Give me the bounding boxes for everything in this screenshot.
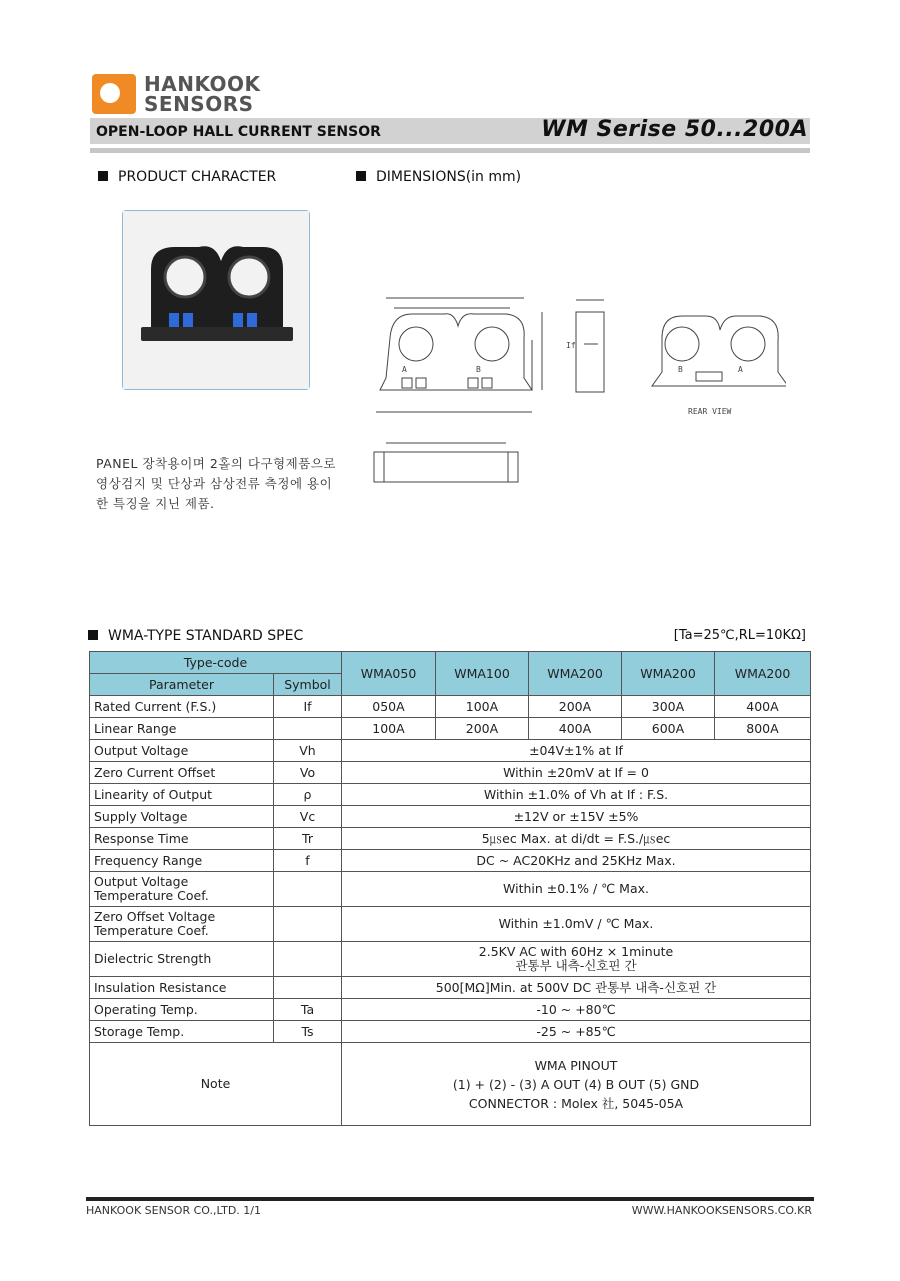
value-cell: 200A: [436, 718, 529, 740]
value-cell: 100A: [436, 696, 529, 718]
symbol-cell: [274, 907, 342, 942]
param-cell: [90, 872, 274, 907]
dimensions-heading-text: DIMENSIONS(in mm): [376, 169, 522, 185]
footer-website: WWW.HANKOOKSENSORS.CO.KR: [631, 1204, 812, 1217]
model-header: WMA200: [715, 652, 811, 696]
param-cell: Output Voltage: [90, 740, 274, 762]
footer-company: HANKOOK SENSOR CO.,LTD. 1/1: [86, 1204, 261, 1217]
drawing-label-b: B: [476, 365, 481, 374]
spec-heading-text: WMA-TYPE STANDARD SPEC: [108, 628, 304, 644]
value-cell: ±12V or ±15V ±5%: [342, 806, 811, 828]
value-cell: 400A: [529, 718, 622, 740]
symbol-cell: [274, 718, 342, 740]
value-cell: 600A: [622, 718, 715, 740]
title-underline: [90, 148, 810, 153]
spec-heading: [88, 628, 303, 644]
table-row: [90, 806, 811, 828]
note-row: [90, 1043, 811, 1126]
model-header: WMA100: [436, 652, 529, 696]
logo-text-line2: SENSORS: [144, 92, 254, 116]
value-cell: 100A: [342, 718, 436, 740]
table-row: [90, 1021, 811, 1043]
logo-text-line1: HANKOOK: [144, 72, 261, 96]
product-photo: [122, 210, 310, 390]
table-row: [90, 999, 811, 1021]
dimensions-heading: [356, 169, 521, 185]
spec-condition: [Ta=25℃,RL=10KΩ]: [673, 628, 806, 643]
symbol-cell: If: [274, 696, 342, 718]
note-line: (1) + (2) - (3) A OUT (4) B OUT (5) GND: [452, 1076, 700, 1092]
spec-table: [89, 651, 811, 1126]
drawing-label-a: A: [402, 365, 407, 374]
product-character-heading-text: PRODUCT CHARACTER: [118, 169, 277, 185]
product-photo-image: [123, 211, 309, 389]
symbol-cell: f: [274, 850, 342, 872]
value-cell: 200A: [529, 696, 622, 718]
note-line: WMA PINOUT: [534, 1057, 618, 1073]
table-header-row: [90, 652, 811, 674]
value-cell: Within ±20mV at If = 0: [342, 762, 811, 784]
table-row: [90, 942, 811, 977]
symbol-cell: Ts: [274, 1021, 342, 1043]
table-row: [90, 762, 811, 784]
table-row: [90, 977, 811, 999]
value-cell: 050A: [342, 696, 436, 718]
type-code-header: Type-code: [90, 652, 342, 674]
value-cell: 300A: [622, 696, 715, 718]
param-line: Temperature Coef.: [94, 888, 209, 903]
footer-divider: [86, 1197, 814, 1201]
param-line: Zero Offset Voltage: [94, 909, 216, 924]
table-row: [90, 850, 811, 872]
param-cell: Operating Temp.: [90, 999, 274, 1021]
value-cell: -10 ~ +80℃: [342, 999, 811, 1021]
symbol-header: Symbol: [274, 674, 342, 696]
value-cell: 500[MΩ]Min. at 500V DC 관통부 내측-신호핀 간: [342, 977, 811, 999]
param-cell: Linearity of Output: [90, 784, 274, 806]
param-cell: Frequency Range: [90, 850, 274, 872]
model-header: WMA050: [342, 652, 436, 696]
symbol-cell: [274, 872, 342, 907]
value-cell: 400A: [715, 696, 811, 718]
rear-view-label: REAR VIEW: [688, 407, 732, 416]
dimensions-drawing: [366, 290, 786, 490]
value-line: 관통부 내측-신호핀 간: [515, 958, 637, 973]
note-label: Note: [90, 1043, 342, 1126]
value-cell: -25 ~ +85℃: [342, 1021, 811, 1043]
value-cell: ±04V±1% at If: [342, 740, 811, 762]
value-cell: 5㎲ec Max. at di/dt = F.S./㎲ec: [342, 828, 811, 850]
table-row: [90, 907, 811, 942]
param-cell: Supply Voltage: [90, 806, 274, 828]
value-cell: Within ±1.0mV / ℃ Max.: [342, 907, 811, 942]
table-row: [90, 696, 811, 718]
symbol-cell: Vo: [274, 762, 342, 784]
rear-label-a: A: [738, 365, 743, 374]
symbol-cell: Vh: [274, 740, 342, 762]
param-cell: Response Time: [90, 828, 274, 850]
product-character-heading: [98, 169, 276, 185]
param-cell: [90, 907, 274, 942]
model-header: WMA200: [622, 652, 715, 696]
param-cell: Storage Temp.: [90, 1021, 274, 1043]
table-row: [90, 872, 811, 907]
product-description: PANEL 장착용이며 2홀의 다구형제품으로 영상검지 및 단상과 삼상전류 측정에 용이한 특징을 지닌 제품.: [96, 456, 336, 511]
param-cell: Linear Range: [90, 718, 274, 740]
table-row: [90, 784, 811, 806]
value-cell: 800A: [715, 718, 811, 740]
table-row: [90, 828, 811, 850]
value-cell: DC ~ AC20KHz and 25KHz Max.: [342, 850, 811, 872]
logo-dot: [100, 83, 120, 103]
value-cell: [342, 942, 811, 977]
note-content: [342, 1043, 811, 1126]
table-row: [90, 718, 811, 740]
symbol-cell: Vc: [274, 806, 342, 828]
drawing-label-if: If: [566, 341, 576, 350]
param-line: Temperature Coef.: [94, 923, 209, 938]
parameter-header: Parameter: [90, 674, 274, 696]
table-row: [90, 740, 811, 762]
model-header: WMA200: [529, 652, 622, 696]
value-cell: Within ±0.1% / ℃ Max.: [342, 872, 811, 907]
param-cell: Zero Current Offset: [90, 762, 274, 784]
param-line: Output Voltage: [94, 874, 189, 889]
param-cell: Insulation Resistance: [90, 977, 274, 999]
symbol-cell: Tr: [274, 828, 342, 850]
value-line: 2.5KV AC with 60Hz × 1minute: [478, 944, 674, 959]
document-series-title: WM Serise 50...200A: [541, 117, 808, 142]
note-line: CONNECTOR : Molex 社, 5045-05A: [468, 1095, 684, 1111]
symbol-cell: Ta: [274, 999, 342, 1021]
value-cell: Within ±1.0% of Vh at If : F.S.: [342, 784, 811, 806]
symbol-cell: [274, 977, 342, 999]
document-subtitle: OPEN-LOOP HALL CURRENT SENSOR: [96, 124, 381, 140]
param-cell: Dielectric Strength: [90, 942, 274, 977]
rear-label-b: B: [678, 365, 683, 374]
param-cell: Rated Current (F.S.): [90, 696, 274, 718]
symbol-cell: [274, 942, 342, 977]
symbol-cell: ρ: [274, 784, 342, 806]
